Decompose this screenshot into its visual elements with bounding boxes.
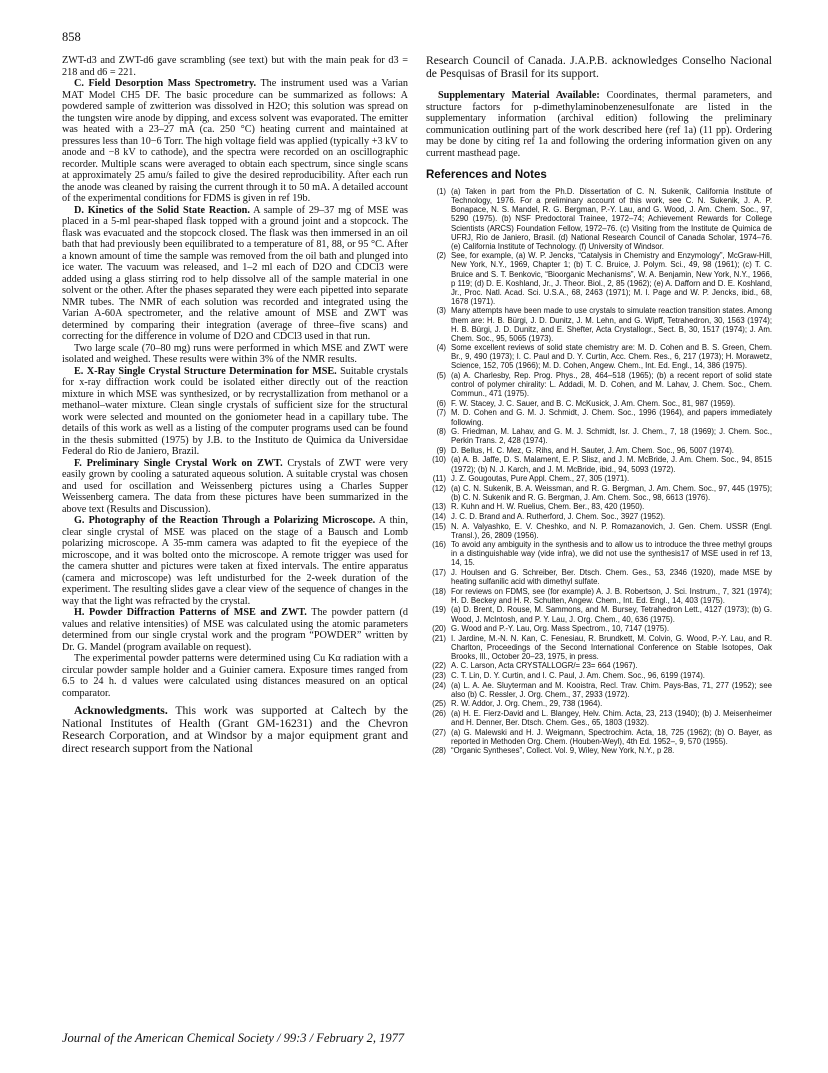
reference-text: To avoid any ambiguity in the synthesis and to allow us to introduce the three methyl groups in a distinguishable way (vide infra), we did not use the synthesis17 of MSE used in ref 13, 14, 15. xyxy=(451,540,772,568)
section-heading: F. Preliminary Single Crystal Work on ZWT. xyxy=(74,457,283,469)
reference-text: N. A. Valyashko, E. V. Cheshko, and N. P. Romazanovich, J. Gen. Chem. USSR (Engl. Transl.), 26, 2809 (1956). xyxy=(451,521,772,540)
section-paragraph xyxy=(62,607,408,653)
section-paragraph xyxy=(62,343,408,366)
reference-number: (3) xyxy=(436,306,446,316)
section-text: A sample of 29–37 mg of MSE was placed in a 5-ml pear-shaped flask topped with a ground joint and a stopcock. The flask was evacuated and the stopcock closed. The flask was then immersed in an oil bath that had previously been equilibrated to a temperature of 81, 88, or 95 °C. After a known amount of time the sample was removed from the oil bath and plunged into ice water. The vacuum was released, and 1–2 ml each of D2O and CDCl3 were added using a glass stirring rod to help dissolve all of the sample material in one solvent or the other. After the phases separated they were each pipetted into separate NMR tubes. The NMR of each solution was recorded and integrated using the Varian A-60A spectrometer, and the relative amount of MSE and ZWT was determined by comparing their integration (average of three–five scans) and correcting for the difference in volume of D2O and CDCl3 used in that run. xyxy=(62,204,408,342)
reference-number: (18) xyxy=(432,586,446,596)
reference-number: (16) xyxy=(432,540,446,550)
reference-text: R. Kuhn and H. W. Ruelius, Chem. Ber., 83, 420 (1950). xyxy=(451,502,645,512)
reference-item xyxy=(426,251,772,306)
reference-number: (15) xyxy=(432,521,446,531)
reference-item xyxy=(426,671,772,680)
experimental-sections xyxy=(62,78,408,699)
reference-number: (11) xyxy=(432,474,446,484)
reference-number: (24) xyxy=(432,680,446,690)
section-heading: D. Kinetics of the Solid State Reaction. xyxy=(74,204,250,216)
supplementary-text: Coordinates, thermal parameters, and structure factors for p-dimethylaminobenzenesulfonate are listed in the supplementary information (archival edition) following the preliminary communication outlining part of the work described here (ref 1a) (11 pp). Ordering may be done by citing ref 1a and following the ordering information given on any current masthead page. xyxy=(426,90,772,159)
section-paragraph xyxy=(62,458,408,516)
reference-text: See, for example, (a) W. P. Jencks, “Catalysis in Chemistry and Enzymology”, McGraw-Hill, New York, N.Y., 1969, Chapter 1; (b) T. C. Bruice, J. Polym. Sci., 49, 98 (1961); (c) T. C. Bruice and S. T. Benkovic, “Bioorganic Mechanisms”, W. A. Benjamin, New York, N.Y., 1966, p 119; (d) D. E. Koshland, Jr., J. Theor. Biol., 2, 85 (1962); (e) A. Dafforn and D. E. Koshland, Jr., Proc. Natl. Acad. Sci. U.S.A., 68, 2463 (1971); M. I. Page and W. P. Jencks, ibid., 68, 1678 (1971). xyxy=(451,251,772,306)
reference-item xyxy=(426,587,772,605)
section-heading: C. Field Desorption Mass Spectrometry. xyxy=(74,78,257,89)
reference-text: A. C. Larson, Acta CRYSTALLOGR/= 23= 664 (1967). xyxy=(451,661,638,671)
reference-text: J. Z. Gougoutas, Pure Appl. Chem., 27, 305 (1971). xyxy=(451,474,630,484)
reference-text: M. D. Cohen and G. M. J. Schmidt, J. Chem. Soc., 1996 (1964), and papers immediately following. xyxy=(451,408,772,427)
reference-text: (a) A. B. Jaffe, D. S. Malament, E. P. Slisz, and J. M. McBride, J. Am. Chem. Soc., 94, 8515 (1972); (b) N. J. Karch, and J. M. McBride, ibid., 94, 5093 (1972). xyxy=(451,455,772,474)
right-column xyxy=(426,55,772,756)
section-text: Crystals of ZWT were very easily grown by cooling a saturated aqueous solution. A suitable crystal was chosen and used for oscillation and Weissenberg pictures using a Charles Supper Weissenberg camera. The data from these pictures have been summarized in the above text (Results and Discussion). xyxy=(62,457,409,515)
reference-number: (22) xyxy=(432,661,446,671)
section-paragraph xyxy=(62,205,408,343)
section-heading: G. Photography of the Reaction Through a Polarizing Microscope. xyxy=(74,515,376,526)
section-paragraph xyxy=(62,515,408,607)
reference-text: I. Jardine, M.-N. N. Kan, C. Fenesiau, R. Brundkett, M. Colvin, G. Wood, P.-Y. Lau, and R. Charlton, Proceedings of the Second International Conference on Stable Isotopes, Oak Brooks, Ill., October 20–23, 1975, in press. xyxy=(451,633,772,661)
section-text: Suitable crystals for x-ray diffraction work could be isolated either directly out of the reaction mixture in which MSE was synthesized, or by recrystallization from methanol or a methanol–water mixture. Clean single crystals of sufficient size for the structural work were selected and mounted on the goniometer head in a capillary tube. The details of this work as well as a listing of the computer programs used can be found in the thesis submitted (1975) by J.B. to the Instituto de Quimica da Universidae Federal do Rio de Janiero, Brazil. xyxy=(62,365,408,457)
reference-item xyxy=(426,371,772,398)
reference-text: G. Friedman, M. Lahav, and G. M. J. Schmidt, Isr. J. Chem., 7, 18 (1969); J. Chem. Soc., Perkin Trans. 2, 428 (1974). xyxy=(451,427,772,446)
reference-item xyxy=(426,728,772,746)
reference-text: C. T. Lin, D. Y. Curtin, and I. C. Paul, J. Am. Chem. Soc., 96, 6199 (1974). xyxy=(451,671,705,681)
journal-footer: Journal of the American Chemical Society / 99:3 / February 2, 1977 xyxy=(62,1031,405,1045)
reference-text: (a) D. Brent, D. Rouse, M. Sammons, and M. Bursey, Tetrahedron Lett., 4127 (1973); (b) G. Wood, J. McIntosh, and P. Y. Lau, J. Org. Chem., 40, 636 (1975). xyxy=(451,605,772,624)
reference-number: (28) xyxy=(432,746,446,756)
reference-number: (23) xyxy=(432,671,446,681)
reference-item xyxy=(426,540,772,567)
section-text: A thin, clear single crystal of MSE was placed on the stage of a Bausch and Lomb polarizing microscope. A 35-mm camera was adapted to fit the eyepiece of the microscope, and it was bolted onto the microscope. A remote trigger was used for the camera shutter and pictures were taken at fixed intervals. The entire apparatus (camera and microscope) was left undisturbed for the 2-week duration of the experiment. The resulting slides gave a clear view of the sequence of changes in the way that the light was refracted by the crystal. xyxy=(62,515,408,607)
page-number: 858 xyxy=(62,30,81,44)
reference-text: (a) Taken in part from the Ph.D. Dissertation of C. N. Sukenik, California Institute of Technology, 1976. For a preliminary account of this work, see C. N. Sukenik, J. A. P. Bonapace, N. S. Mandel, R. G. Bergman, P.-Y. Lau, and G. Wood, J. Am. Chem. Soc., 97, 5290 (1975). (b) NSF Predoctoral Trainee, 1972–74; Achievement Rewards for College Scientists (ARCS) Foundation Fellow, 1972–76. (c) Visiting from the Institute de Quimica de UFRJ, Rio de Janiero, Brasil. (d) National Research Council of Canada Scholar, 1974–76. (e) California Institute of Technology. (f) University of Windsor. xyxy=(451,187,772,251)
reference-number: (7) xyxy=(436,408,446,418)
reference-text: (a) H. E. Fierz-David and L. Blangey, Helv. Chim. Acta, 23, 213 (1940); (b) J. Meisenheimer and H. Denner, Ber. Dtsch. Chem. Ges., 65, 1803 (1932). xyxy=(451,708,772,728)
reference-item xyxy=(426,455,772,473)
reference-number: (21) xyxy=(432,633,446,643)
reference-number: (1) xyxy=(436,187,446,197)
reference-item xyxy=(426,502,772,511)
section-heading: H. Powder Diffraction Patterns of MSE and ZWT. xyxy=(74,607,307,618)
supplementary-heading: Supplementary Material Available: xyxy=(438,90,600,102)
reference-number: (4) xyxy=(436,343,446,353)
reference-item xyxy=(426,446,772,455)
acknowledgments-heading: Acknowledgments. xyxy=(74,704,168,717)
reference-item xyxy=(426,634,772,661)
reference-text: F. W. Stacey, J. C. Sauer, and B. C. McKusick, J. Am. Chem. Soc., 81, 987 (1959). xyxy=(451,398,736,408)
reference-number: (17) xyxy=(432,568,446,578)
reference-item xyxy=(426,624,772,633)
reference-number: (6) xyxy=(436,398,446,408)
section-heading: E. X-Ray Single Crystal Structure Determination for MSE. xyxy=(74,365,337,377)
reference-text: J. C. D. Brand and A. Rutherford, J. Chem. Soc., 3927 (1952). xyxy=(451,511,666,521)
reference-item xyxy=(426,408,772,426)
reference-item xyxy=(426,522,772,540)
reference-number: (2) xyxy=(436,251,446,261)
reference-item xyxy=(426,484,772,502)
reference-number: (26) xyxy=(432,708,446,718)
supplementary-material xyxy=(426,90,772,159)
reference-text: (a) A. Charlesby, Rep. Prog. Phys., 28, 464–518 (1965); (b) a recent report of solid state control of polymer chirality: L. Addadi, M. D. Cohen, and M. Lahav, J. Chem. Soc., Chem. Commun., 471 (1975). xyxy=(451,371,772,399)
reference-number: (19) xyxy=(432,605,446,615)
reference-item xyxy=(426,512,772,521)
reference-text: G. Wood and P.-Y. Lau, Org. Mass Spectrom., 10, 7147 (1975). xyxy=(451,624,669,634)
reference-number: (8) xyxy=(436,427,446,437)
left-column xyxy=(62,55,408,755)
reference-item xyxy=(426,746,772,755)
opening-paragraph: ZWT-d3 and ZWT-d6 gave scrambling (see text) but with the main peak for d3 = 218 and d6 = 221. xyxy=(62,55,408,78)
acknowledgments-continued: Research Council of Canada. J.A.P.B. acknowledges Conselho Nacional de Pesquisas of Brasil for its support. xyxy=(426,54,772,80)
reference-item xyxy=(426,427,772,445)
reference-number: (9) xyxy=(436,445,446,455)
section-paragraph xyxy=(62,653,408,699)
acknowledgments xyxy=(62,705,408,755)
reference-text: Many attempts have been made to use crystals to simulate reaction transition states. Among them are: H. B. Bürgi, J. D. Dunitz, J. M. Lehn, and G. Wipff, Tetrahedron, 30, 1563 (1974); H. B. Bürgi, J. D. Dunitz, and E. Shefter, Acta Crystallogr., Sect. B, 30, 1517 (1974); J. Am. Chem. Soc., 95, 5065 (1973). xyxy=(451,306,772,343)
section-text: The experimental powder patterns were determined using Cu Kα radiation with a circular powder sample holder and a Guinier camera. Exposure times ranged from 6.5 to 24 h. d values were calculated using distances measured on an optical comparator. xyxy=(62,653,408,699)
reference-number: (5) xyxy=(436,371,446,381)
reference-text: (a) G. Malewski and H. J. Weigmann, Spectrochim. Acta, 18, 725 (1962); (b) O. Bayer, as reported in Methoden Org. Chem. (Houben-Weyl), 4th Ed. 1952–, 9, 570 (1955). xyxy=(451,727,772,746)
reference-text: (a) L. A. Ae. Sluyterman and M. Kooistra, Recl. Trav. Chim. Pays-Bas, 71, 277 (1952); see also (b) C. Ressler, J. Org. Chem., 37, 2933 (1972). xyxy=(451,680,772,699)
reference-number: (10) xyxy=(432,455,446,465)
reference-item xyxy=(426,699,772,708)
reference-number: (14) xyxy=(432,511,446,521)
reference-item xyxy=(426,306,772,342)
reference-item xyxy=(426,343,772,370)
reference-number: (20) xyxy=(432,624,446,634)
reference-item xyxy=(426,187,772,251)
section-paragraph xyxy=(62,78,408,205)
reference-item xyxy=(426,568,772,586)
reference-number: (25) xyxy=(432,699,446,709)
reference-text: “Organic Syntheses”, Collect. Vol. 9, Wiley, New York, N.Y., p 28. xyxy=(451,746,675,756)
section-paragraph xyxy=(62,366,408,458)
section-text: The instrument used was a Varian MAT Model CH5 DF. The basic procedure can be summarized as follows: A powdered sample of zwitterion was dissolved in H2O; this solution was spread on the tungsten wire anode by dipping, and excess solvent was evaporated. The emitter was heated with a 23–27 mA (ca. 250 °C) heating current and maintained at pressures less than 10−6 Torr. The high voltage field was applied (typically +3 kV to anode and −8 kV to cathode), and the spectra were recorded on an oscillographic recorder. Multiple scans were averaged to obtain each spectrum, since single scans at approximately 25 amu/s failed to give the desired reproducibility. After each run the anode was cleaned by raising the current through it to 50 mA. A detailed account of the experimental conditions for FDMS is given in ref 19b. xyxy=(62,78,408,204)
reference-item xyxy=(426,661,772,670)
reference-item xyxy=(426,681,772,699)
reference-text: Some excellent reviews of solid state chemistry are: M. D. Cohen and B. S. Green, Chem. Br., 9, 490 (1973); I. C. Paul and D. Y. Curtin, Acc. Chem. Res., 6, 217 (1973); H. Morawetz, Science, 152, 705 (1966); M. D. Cohen, Angew. Chem., Int. Ed. Engl., 14, 386 (1975). xyxy=(451,343,772,371)
section-text: Two large scale (70–80 mg) runs were performed in which MSE and ZWT were isolated and weighed. These results were within 3% of the NMR results. xyxy=(62,342,408,365)
reference-item xyxy=(426,709,772,727)
reference-item xyxy=(426,605,772,623)
reference-text: J. Houlsen and G. Schreiber, Ber. Dtsch. Chem. Ges., 53, 2346 (1920), made MSE by heating sulfanilic acid with dimethyl sulfate. xyxy=(451,568,772,587)
references-list xyxy=(426,187,772,755)
reference-text: D. Bellus, H. C. Mez, G. Rihs, and H. Sauter, J. Am. Chem. Soc., 96, 5007 (1974). xyxy=(451,445,734,455)
reference-item xyxy=(426,474,772,483)
reference-number: (12) xyxy=(432,483,446,493)
reference-text: (a) C. N. Sukenik, B. A. Weissman, and R. G. Bergman, J. Am. Chem. Soc., 97, 445 (1975); (b) C. N. Sukenik and R. G. Bergman, J. Am. Chem. Soc., 98, 6613 (1976). xyxy=(451,483,772,502)
reference-number: (13) xyxy=(432,502,446,512)
references-title: References and Notes xyxy=(426,169,547,182)
section-text: The powder pattern (d values and relative intensities) of MSE was calculated using the atomic parameters determined from our single crystal work and the program “POWDER” written by Dr. G. Mandel (program available on request). xyxy=(62,607,408,653)
reference-number: (27) xyxy=(432,727,446,737)
acknowledgments-text: This work was supported at Caltech by the National Institutes of Health (Grant GM-16231) and the Chevron Research Corporation, and at Windsor by a major equipment grant and direct research support from the National xyxy=(62,704,408,755)
reference-item xyxy=(426,399,772,408)
reference-text: R. W. Addor, J. Org. Chem., 29, 738 (1964). xyxy=(451,699,603,709)
reference-text: For reviews on FDMS, see (for example) A. J. B. Robertson, J. Sci. Instrum., 7, 321 (1974); H. D. Beckey and H. R. Schulten, Angew. Chem., Int. Ed. Engl., 14, 403 (1975). xyxy=(451,586,772,605)
